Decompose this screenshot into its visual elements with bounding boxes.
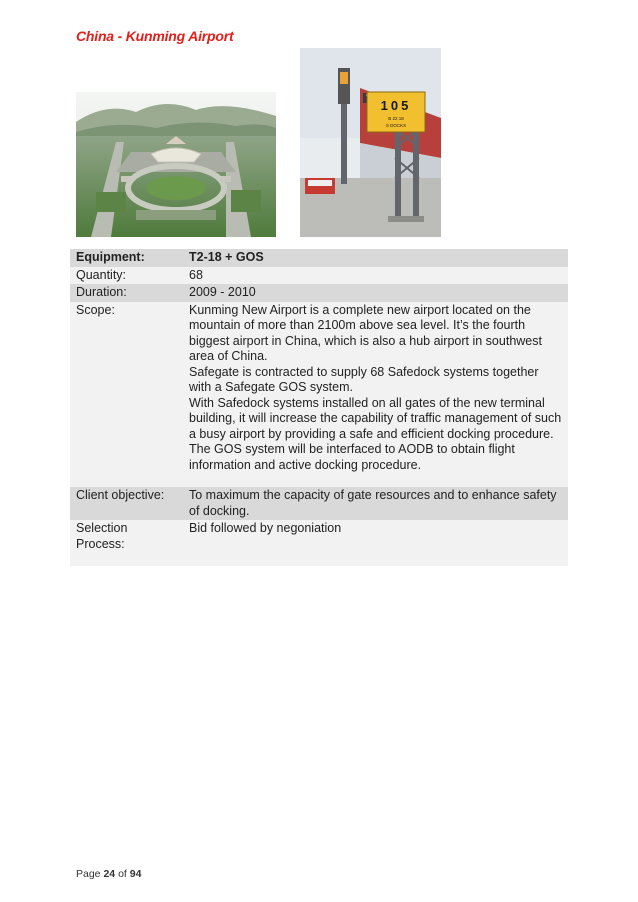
equipment-value: T2-18 + GOS (183, 249, 568, 267)
spec-row-duration (70, 284, 568, 302)
project-spec-table (70, 249, 568, 566)
client-objective-label: Client objective: (70, 487, 183, 520)
page-title: China - Kunming Airport (76, 28, 234, 44)
spec-row-selection-process (70, 520, 568, 566)
scope-value (183, 302, 568, 488)
spec-row-scope (70, 302, 568, 488)
scope-paragraph: Kunming New Airport is a complete new airport located on the mountain of more than 2100m above sea level. It’s the fourth biggest airport in China, which is also a hub airport in southwest area of China. (189, 302, 542, 363)
spec-row-quantity (70, 267, 568, 285)
selection-process-value: Bid followed by negoniation (183, 520, 568, 566)
duration-label: Duration: (70, 284, 183, 302)
page-of: of (118, 868, 127, 880)
sign-subline-1: B 22 18 (388, 116, 404, 121)
page-total: 94 (129, 868, 142, 880)
equipment-label: Equipment: (70, 249, 183, 267)
client-objective-value: To maximum the capacity of gate resources and to enhance safety of docking. (183, 487, 568, 520)
spec-row-client-objective (70, 487, 568, 520)
page-prefix: Page (76, 868, 101, 880)
selection-process-label: Selection Process: (70, 520, 183, 566)
duration-value: 2009 - 2010 (183, 284, 568, 302)
quantity-value: 68 (183, 267, 568, 285)
sign-number: 105 (380, 98, 412, 113)
spec-row-equipment (70, 249, 568, 267)
scope-paragraph: Safegate is contracted to supply 68 Safedock systems together with a Safegate GOS system. (189, 364, 539, 394)
scope-paragraph: With Safedock systems installed on all gates of the new terminal building, it will increase the capability of traffic management of such a busy airport by providing a safe and efficient docking procedure. (189, 395, 562, 441)
page-footer (76, 868, 141, 880)
scope-paragraph: The GOS system will be interfaced to AODB to obtain flight information and active docking procedure. (189, 442, 515, 472)
page-current: 24 (103, 868, 116, 880)
docking-sign-photo (300, 48, 441, 237)
sign-subline-2: S DOCKS (385, 123, 407, 128)
quantity-label: Quantity: (70, 267, 183, 285)
scope-label: Scope: (70, 302, 183, 488)
airport-aerial-photo (76, 92, 276, 237)
